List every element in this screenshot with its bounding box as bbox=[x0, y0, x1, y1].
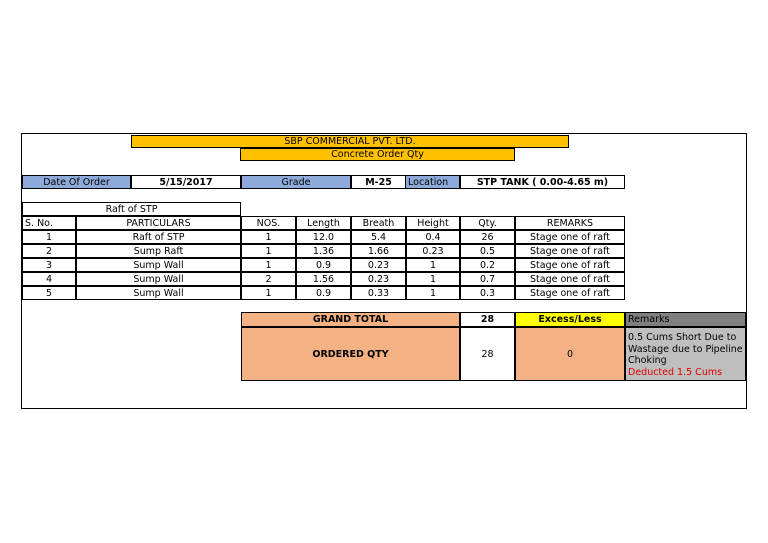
excess-label: Excess/Less bbox=[515, 312, 625, 327]
row-2-sno: 2 bbox=[22, 244, 76, 258]
section-title: Raft of STP bbox=[22, 202, 241, 216]
grade-value: M-25 bbox=[351, 175, 406, 189]
row-3-breath: 0.23 bbox=[351, 258, 406, 272]
row-3-qty: 0.2 bbox=[460, 258, 515, 272]
row-4-sno: 4 bbox=[22, 272, 76, 286]
row-2-nos: 1 bbox=[241, 244, 296, 258]
excess-value: 0 bbox=[515, 327, 625, 381]
row-1-length: 12.0 bbox=[296, 230, 351, 244]
row-1-remarks: Stage one of raft bbox=[515, 230, 625, 244]
row-2-length: 1.36 bbox=[296, 244, 351, 258]
date-label: Date Of Order bbox=[22, 175, 131, 189]
grand-total-value: 28 bbox=[460, 312, 515, 327]
row-5-length: 0.9 bbox=[296, 286, 351, 300]
row-3-nos: 1 bbox=[241, 258, 296, 272]
row-1-breath: 5.4 bbox=[351, 230, 406, 244]
row-4-nos: 2 bbox=[241, 272, 296, 286]
header-height: Height bbox=[406, 216, 460, 230]
location-value: STP TANK ( 0.00-4.65 m) bbox=[460, 175, 625, 189]
remarks-deduction: Deducted 1.5 Cums bbox=[628, 366, 723, 378]
header-qty: Qty. bbox=[460, 216, 515, 230]
row-5-particulars: Sump Wall bbox=[76, 286, 241, 300]
header-remarks: REMARKS bbox=[515, 216, 625, 230]
row-2-breath: 1.66 bbox=[351, 244, 406, 258]
remarks-body bbox=[625, 327, 746, 381]
header-length: Length bbox=[296, 216, 351, 230]
row-1-nos: 1 bbox=[241, 230, 296, 244]
ordered-qty-label: ORDERED QTY bbox=[241, 327, 460, 381]
row-5-height: 1 bbox=[406, 286, 460, 300]
row-4-qty: 0.7 bbox=[460, 272, 515, 286]
row-4-length: 1.56 bbox=[296, 272, 351, 286]
row-2-qty: 0.5 bbox=[460, 244, 515, 258]
row-2-height: 0.23 bbox=[406, 244, 460, 258]
row-2-remarks: Stage one of raft bbox=[515, 244, 625, 258]
header-sno: S. No. bbox=[22, 216, 76, 230]
ordered-qty-value: 28 bbox=[460, 327, 515, 381]
header-breath: Breath bbox=[351, 216, 406, 230]
row-3-length: 0.9 bbox=[296, 258, 351, 272]
row-5-remarks: Stage one of raft bbox=[515, 286, 625, 300]
row-3-sno: 3 bbox=[22, 258, 76, 272]
document-title: Concrete Order Qty bbox=[240, 148, 515, 161]
row-5-nos: 1 bbox=[241, 286, 296, 300]
row-1-particulars: Raft of STP bbox=[76, 230, 241, 244]
row-2-particulars: Sump Raft bbox=[76, 244, 241, 258]
row-4-breath: 0.23 bbox=[351, 272, 406, 286]
row-5-sno: 5 bbox=[22, 286, 76, 300]
row-4-remarks: Stage one of raft bbox=[515, 272, 625, 286]
location-label: Location bbox=[405, 175, 460, 189]
remarks-text: 0.5 Cums Short Due to Wastage due to Pipeline Choking bbox=[628, 332, 743, 366]
company-title: SBP COMMERCIAL PVT. LTD. bbox=[131, 135, 569, 148]
row-5-breath: 0.33 bbox=[351, 286, 406, 300]
header-particulars: PARTICULARS bbox=[76, 216, 241, 230]
remarks-label: Remarks bbox=[625, 312, 746, 327]
grade-label: Grade bbox=[241, 175, 351, 189]
row-5-qty: 0.3 bbox=[460, 286, 515, 300]
date-value: 5/15/2017 bbox=[131, 175, 241, 189]
row-1-height: 0.4 bbox=[406, 230, 460, 244]
grand-total-label: GRAND TOTAL bbox=[241, 312, 460, 327]
row-4-height: 1 bbox=[406, 272, 460, 286]
row-4-particulars: Sump Wall bbox=[76, 272, 241, 286]
row-3-particulars: Sump Wall bbox=[76, 258, 241, 272]
header-nos: NOS. bbox=[241, 216, 296, 230]
row-3-height: 1 bbox=[406, 258, 460, 272]
row-1-qty: 26 bbox=[460, 230, 515, 244]
row-3-remarks: Stage one of raft bbox=[515, 258, 625, 272]
row-1-sno: 1 bbox=[22, 230, 76, 244]
